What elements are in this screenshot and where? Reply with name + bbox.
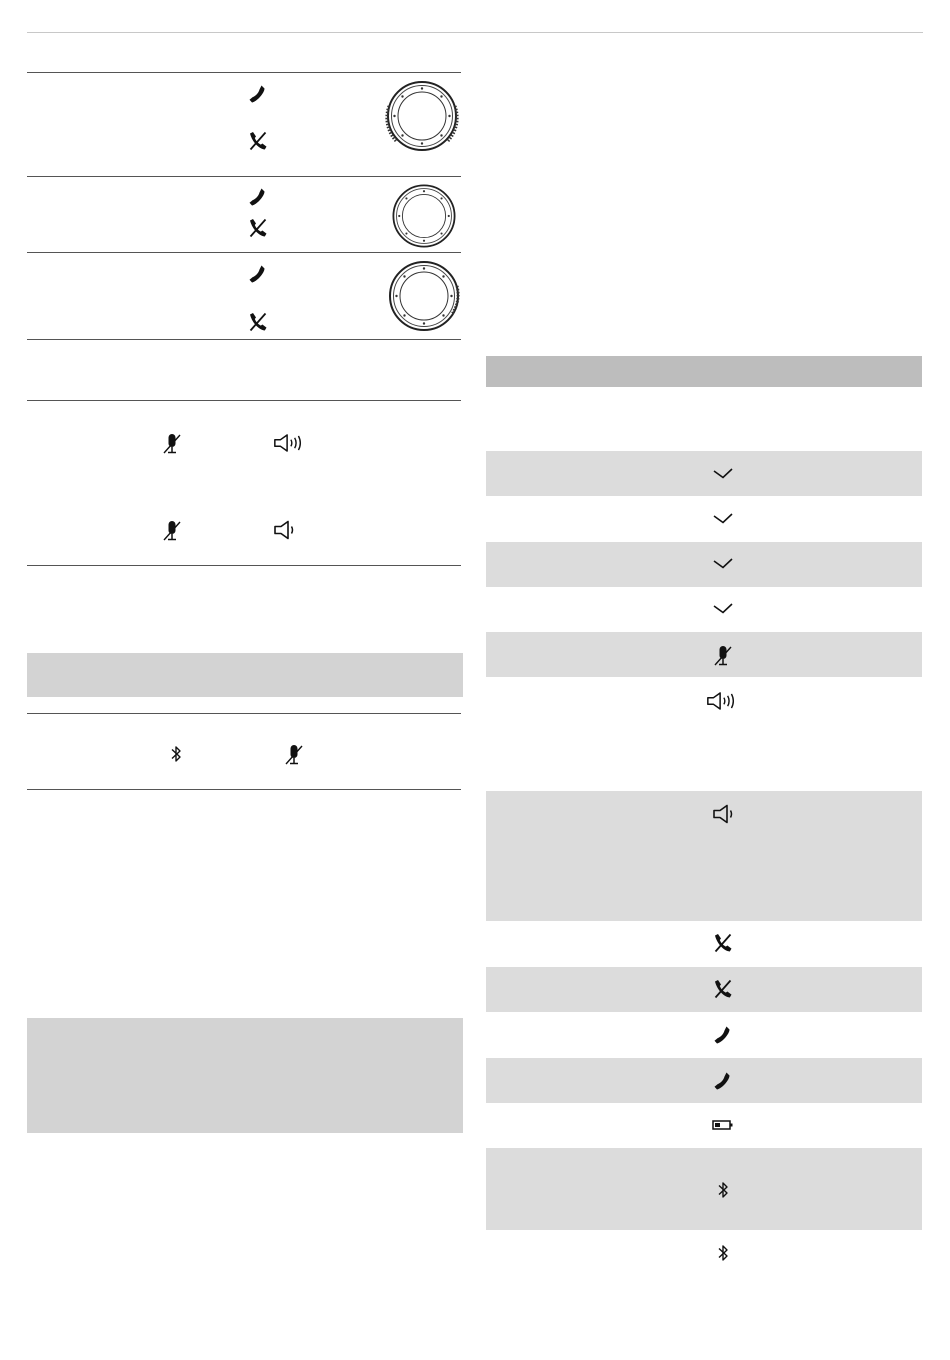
static-dial bbox=[388, 180, 460, 252]
table-row bbox=[486, 451, 922, 496]
answer-call-icon bbox=[246, 185, 270, 209]
table-row bbox=[486, 791, 922, 921]
section-divider bbox=[27, 713, 461, 714]
end-call-icon bbox=[711, 977, 735, 1001]
answer-call-icon bbox=[711, 1023, 735, 1047]
table-row bbox=[486, 542, 922, 587]
bluetooth-icon bbox=[164, 742, 188, 766]
section-divider bbox=[27, 72, 461, 73]
rotating-dial-left-indicator bbox=[382, 76, 462, 156]
note-band bbox=[27, 653, 463, 697]
end-call-icon bbox=[246, 310, 270, 334]
volume-down-icon bbox=[711, 802, 735, 826]
table-header-band bbox=[486, 356, 922, 387]
section-divider bbox=[27, 565, 461, 566]
chevron-down-icon bbox=[711, 508, 735, 532]
chevron-down-icon bbox=[711, 553, 735, 577]
bluetooth-icon bbox=[711, 1241, 735, 1265]
table-row bbox=[486, 1103, 922, 1148]
section-divider bbox=[27, 252, 461, 253]
table-row bbox=[486, 632, 922, 677]
mute-icon bbox=[282, 743, 306, 767]
section-divider bbox=[27, 339, 461, 340]
end-call-icon bbox=[711, 931, 735, 955]
answer-call-icon bbox=[711, 1069, 735, 1093]
mute-icon bbox=[711, 644, 735, 668]
volume-down-icon bbox=[272, 518, 296, 542]
answer-call-icon bbox=[246, 262, 270, 286]
mute-icon bbox=[160, 519, 184, 543]
table-row bbox=[486, 1012, 922, 1058]
volume-up-icon bbox=[272, 431, 306, 455]
note-box bbox=[27, 1018, 463, 1133]
table-row bbox=[486, 497, 922, 542]
end-call-icon bbox=[246, 129, 270, 153]
table-row bbox=[486, 1058, 922, 1103]
end-call-icon bbox=[246, 216, 270, 240]
section-divider bbox=[27, 400, 461, 401]
table-row bbox=[486, 678, 922, 791]
battery-low-icon bbox=[711, 1113, 735, 1137]
chevron-down-icon bbox=[711, 463, 735, 487]
volume-up-icon bbox=[705, 689, 739, 713]
header-rule bbox=[27, 32, 923, 33]
table-row bbox=[486, 921, 922, 967]
mute-icon bbox=[160, 432, 184, 456]
table-row bbox=[486, 1148, 922, 1230]
chevron-down-icon bbox=[711, 598, 735, 622]
rotating-dial-right-indicator bbox=[384, 256, 464, 336]
table-row bbox=[486, 587, 922, 632]
answer-call-icon bbox=[246, 82, 270, 106]
section-divider bbox=[27, 789, 461, 790]
table-row bbox=[486, 1230, 922, 1275]
section-divider bbox=[27, 176, 461, 177]
table-row bbox=[486, 967, 922, 1012]
bluetooth-icon bbox=[711, 1178, 735, 1202]
